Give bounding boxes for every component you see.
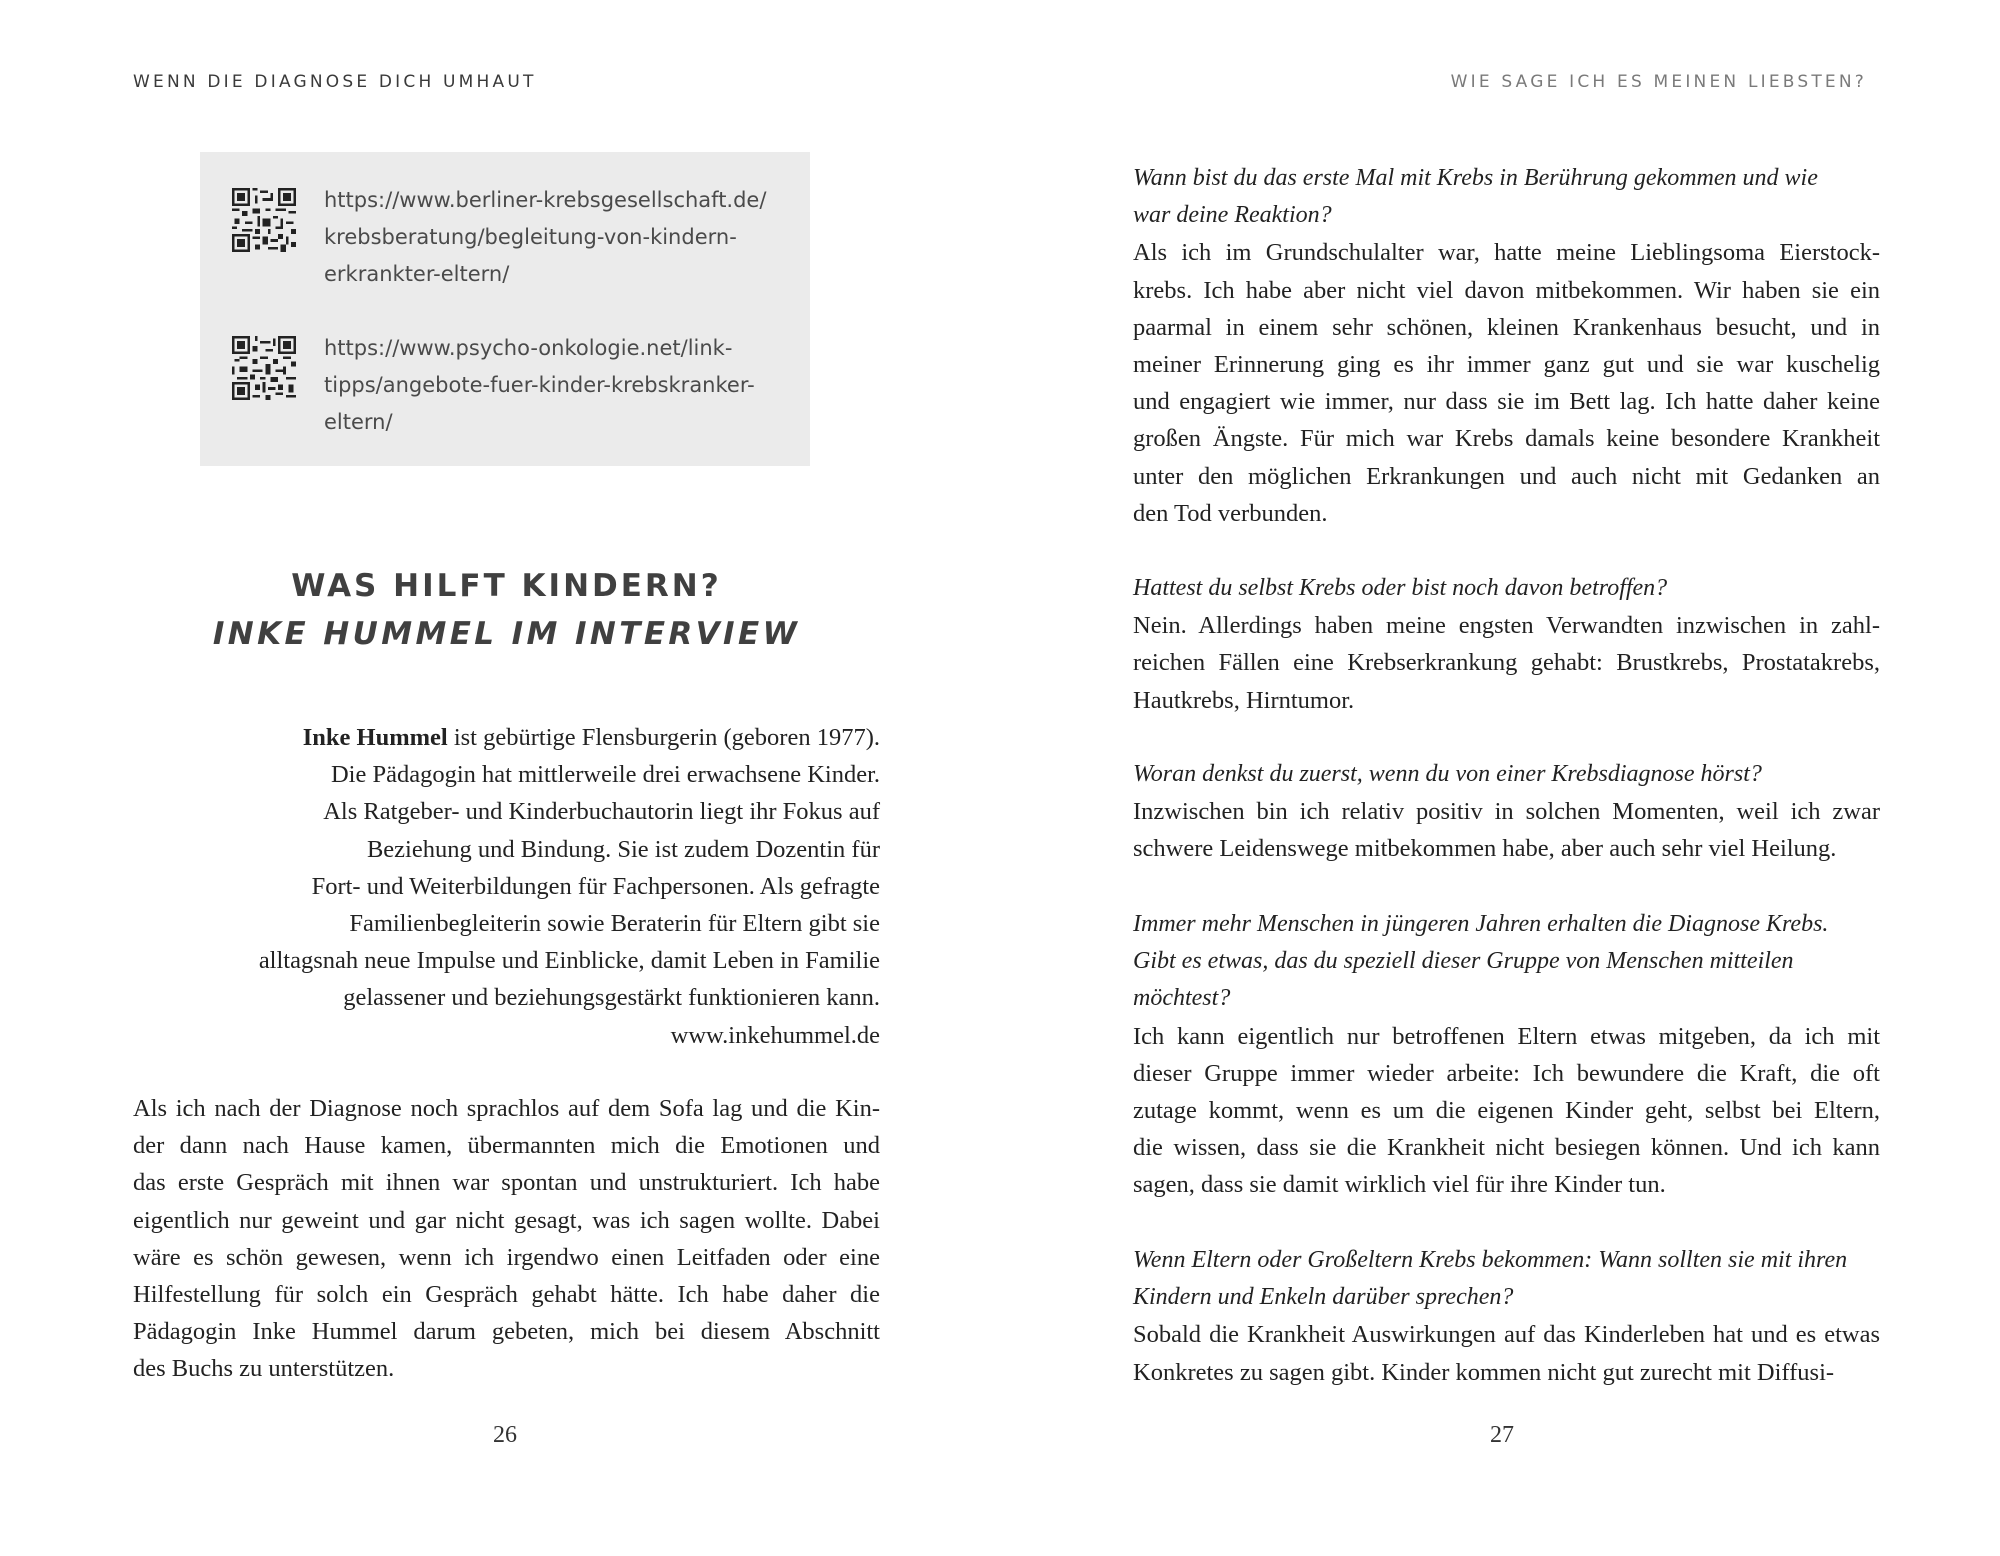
section-subheading: INKE HUMMEL IM INTERVIEW [212,616,801,652]
question-line: Woran denkst du zuerst, wenn du von einer Krebsdiagnose hörst? [1133,761,1762,787]
bio-line: Fort- und Weiterbildungen für Fachpersonen. Als gefragte [311,872,880,900]
answer-line: Hautkrebs, Hirntumor. [1133,686,1355,714]
intro-line: wäre es schön gewesen, wenn ich irgendwo einen Leitfaden oder eine [133,1243,880,1271]
intro-line: der dann nach Hause kamen, übermannten mich die Emotionen und [133,1132,880,1160]
bio-line: gelassener und beziehungsgestärkt funktionieren kann. [343,984,880,1012]
interview-question [1133,756,1880,793]
question-line: Wann bist du das erste Mal mit Krebs in Berührung gekommen und wie [1133,165,1818,191]
qr-code-icon [232,188,296,252]
qa-block [1133,160,1880,532]
interview-question [1133,906,1880,1018]
interview-answer [1133,234,1880,532]
answer-line: Ich kann eigentlich nur betroffenen Eltern etwas mitgeben, da ich mit [1133,1022,1880,1050]
intro-line: des Buchs zu unterstützen. [133,1355,395,1383]
answer-line: Sobald die Krankheit Auswirkungen auf das Kinderleben hat und es etwas [1133,1321,1880,1349]
answer-line: meiner Erinnerung ging es ihr immer ganz gut und sie war kuschelig [1133,351,1880,379]
answer-line: dieser Gruppe immer wieder arbeite: Ich bewundere die Kraft, die oft [1133,1059,1880,1087]
interview-answer [1133,1018,1880,1204]
question-line: Wenn Eltern oder Großeltern Krebs bekommen: Wann sollten sie mit ihren [1133,1247,1848,1273]
question-line: möchtest? [1133,985,1231,1012]
right-page [1000,0,2000,1556]
intro-line: Als ich nach der Diagnose noch sprachlos auf dem Sofa lag und die Kin- [133,1095,880,1122]
qr-code-icon [232,336,296,400]
link-line: krebsberatung/begleitung-von-kindern- [324,225,737,249]
qa-block [1133,756,1880,868]
question-line: Hattest du selbst Krebs oder bist noch davon betroffen? [1133,575,1668,601]
answer-line: sagen, dass sie damit wirklich viel für ihre Kinder tun. [1133,1171,1666,1199]
link-line: https://www.psycho-onkologie.net/link- [324,336,733,360]
intro-line: Pädagogin Inke Hummel darum gebeten, mich bei diesem Abschnitt [133,1318,880,1346]
bio-text: ist gebürtige Flensburgerin (geboren 1977). [447,724,880,751]
answer-line: schwere Leidenswege mitbekommen habe, aber auch sehr viel Heilung. [1133,835,1837,863]
link-url-text[interactable] [324,330,794,441]
answer-line: paarmal in einem sehr schönen, kleinen Krankenhaus besucht, und in [1133,313,1880,341]
interview-question [1133,1242,1880,1316]
answer-line: Inzwischen bin ich relativ positiv in solchen Momenten, weil ich zwar [1133,798,1880,826]
author-bio [200,719,880,1054]
bio-line: Beziehung und Bindung. Sie ist zudem Dozentin für [366,835,880,863]
qa-block [1133,1242,1880,1391]
page-number: 26 [493,1422,517,1448]
question-line: Immer mehr Menschen in jüngeren Jahren erhalten die Diagnose Krebs. [1133,911,1829,937]
intro-line: eigentlich nur geweint und gar nicht gesagt, was ich sagen wollte. Dabei [133,1206,880,1234]
answer-line: Nein. Allerdings haben meine engsten Verwandten inzwischen in zahl- [1133,612,1880,640]
answer-line: Konkretes zu sagen gibt. Kinder kommen nicht gut zurecht mit Diffusi- [1133,1358,1835,1386]
running-head-left: WENN DIE DIAGNOSE DICH UMHAUT [133,72,537,92]
interview-question [1133,160,1880,234]
page-number: 27 [1490,1422,1514,1448]
bio-line: Familienbegleiterin sowie Beraterin für Eltern gibt sie [349,910,880,938]
intro-line: das erste Gespräch mit ihnen war spontan und unstrukturiert. Ich habe [133,1169,880,1197]
author-website-link[interactable]: www.inkehummel.de [670,1021,880,1049]
intro-line: Hilfestellung für solch ein Gespräch gehabt hätte. Ich habe daher die [133,1281,880,1309]
link-url-text[interactable] [324,182,794,293]
link-line: https://www.berliner-krebsgesellschaft.de/ [324,188,767,212]
interview-answer [1133,1316,1880,1390]
link-box [200,152,810,466]
answer-line: den Tod verbunden. [1133,499,1328,527]
answer-line: Als ich im Grundschulalter war, hatte meine Lieblingsoma Eierstock- [1133,239,1880,267]
interview-question [1133,570,1880,607]
answer-line: und engagiert wie immer, nur dass sie im Bett lag. Ich hatte daher keine [1133,388,1880,416]
question-line: Kindern und Enkeln darüber sprechen? [1133,1284,1514,1311]
link-line: eltern/ [324,410,393,434]
answer-line: krebs. Ich habe aber nicht viel davon mitbekommen. Wir haben sie ein [1133,276,1880,304]
interview-answer [1133,793,1880,867]
running-head-right: WIE SAGE ICH ES MEINEN LIEBSTEN? [1450,72,1867,92]
answer-line: die wissen, dass sie die Krankheit nicht besiegen können. Und ich kann [1133,1134,1880,1162]
bio-line: alltagsnah neue Impulse und Einblicke, damit Leben in Familie [258,947,880,975]
bio-line [200,719,880,756]
section-heading: WAS HILFT KINDERN? [291,568,722,604]
link-line: tipps/angebote-fuer-kinder-krebskranker- [324,373,755,397]
answer-line: reichen Fällen eine Krebserkrankung gehabt: Brustkrebs, Prostatakrebs, [1133,649,1880,677]
qa-block [1133,570,1880,719]
bio-line: Als Ratgeber- und Kinderbuchautorin liegt ihr Fokus auf [323,798,880,826]
bio-line: Die Pädagogin hat mittlerweile drei erwachsene Kinder. [330,761,880,789]
intro-paragraph [133,1090,880,1388]
answer-line: zutage kommt, wenn es um die eigenen Kinder geht, selbst bei Eltern, [1133,1097,1880,1125]
question-line: Gibt es etwas, das du speziell dieser Gruppe von Menschen mitteilen [1133,948,1794,975]
bio-name: Inke Hummel [302,724,448,751]
qa-block [1133,906,1880,1204]
answer-line: unter den möglichen Erkrankungen und auch nicht mit Gedanken an [1133,462,1880,490]
link-line: erkrankter-eltern/ [324,262,510,286]
interview-answer [1133,607,1880,719]
question-line: war deine Reaktion? [1133,202,1332,229]
answer-line: großen Ängste. Für mich war Krebs damals keine besondere Krankheit [1133,425,1880,453]
